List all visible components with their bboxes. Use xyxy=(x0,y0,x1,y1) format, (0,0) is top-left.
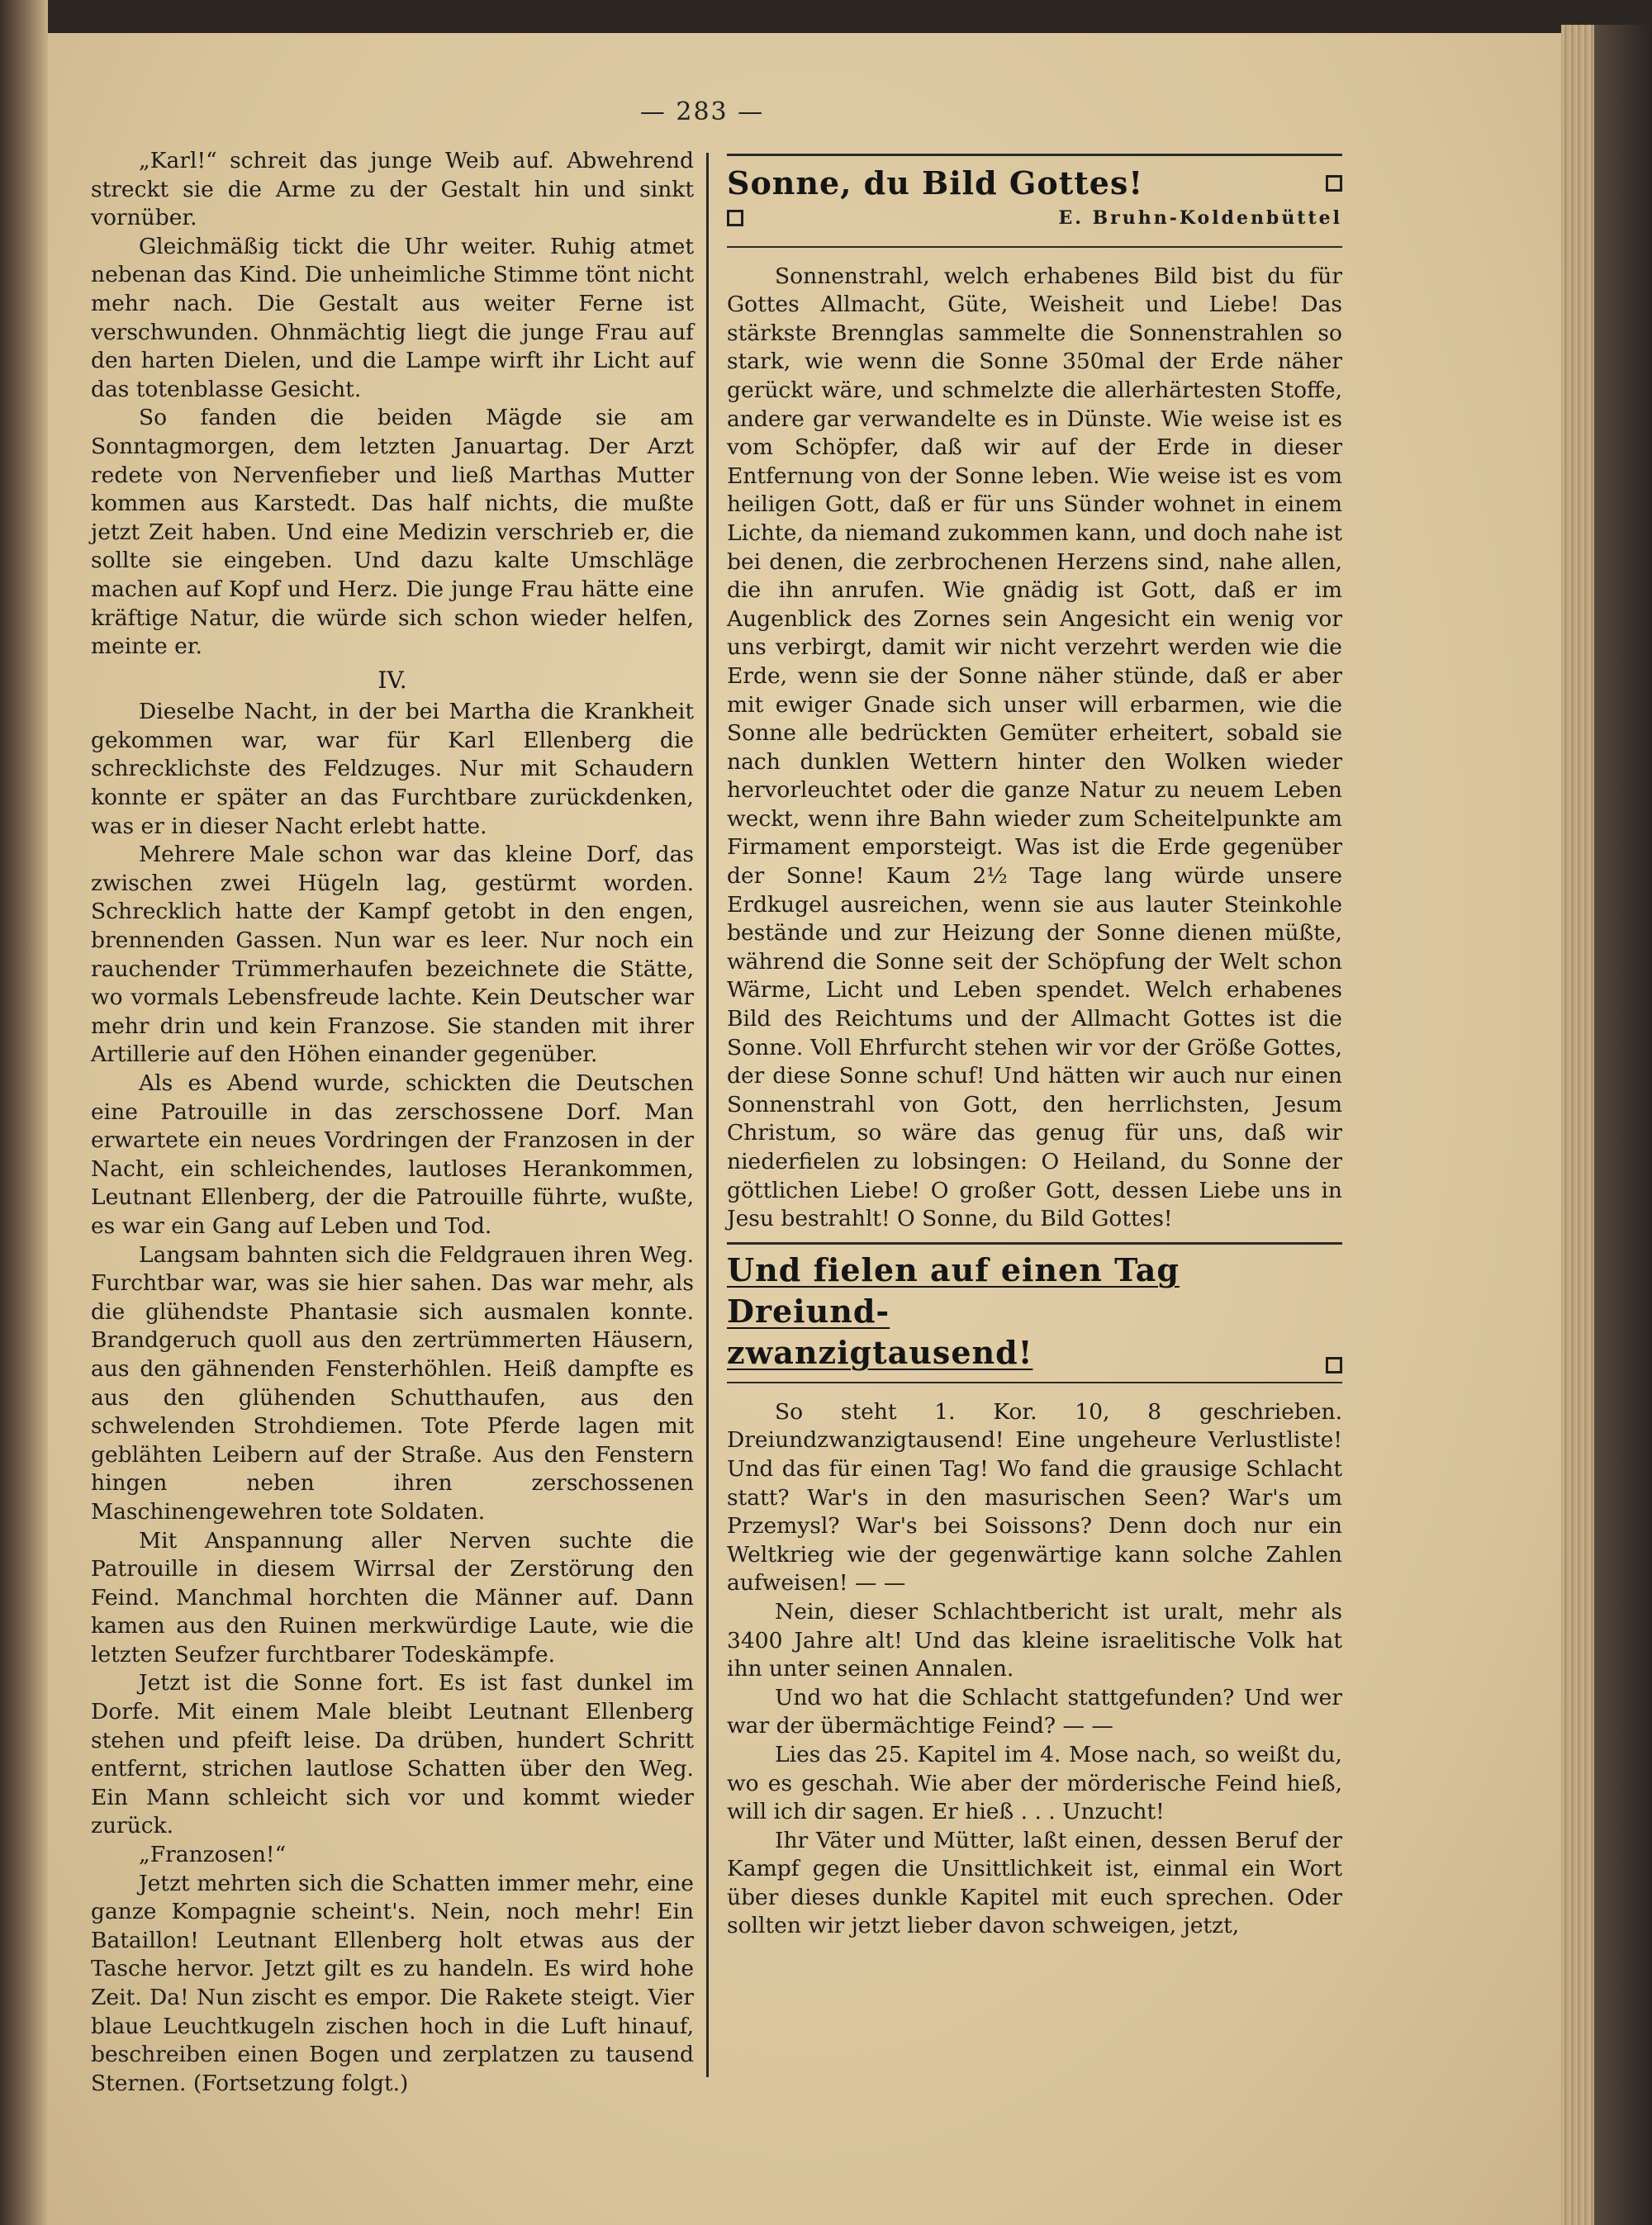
paragraph: Dieselbe Nacht, in der bei Martha die Krankheit gekommen war, war für Karl Ellenberg die schrecklichste des Feldzuges. Nur mit Schaudern konnte er später an das Furchtbare zurückdenken, was er in dieser Nacht erlebt hatte. xyxy=(91,699,694,839)
article2-title-line2: zwanzigtausend! xyxy=(727,1333,1033,1371)
author-row xyxy=(727,204,1342,233)
page-number: — 283 — xyxy=(639,97,765,126)
column-divider xyxy=(706,153,709,2077)
book-gutter xyxy=(0,0,48,2225)
article-title: Sonne, du Bild Gottes! xyxy=(727,164,1144,202)
paragraph: So fanden die beiden Mägde sie am Sonntagmorgen, dem letzten Januartag. Der Arzt redete von Nervenfieber und ließ Marthas Mutter kommen aus Karstedt. Das half nichts, die mußte jetzt Zeit haben. Und eine Medizin verschrieb er, die sollte sie eingeben. Und dazu kalte Umschläge machen auf Kopf und Herz. Die junge Frau hätte eine kräftige Natur, die würde sich schon wieder helfen, meinte er. xyxy=(91,405,694,660)
page-edges xyxy=(1561,25,1652,2225)
paragraph: Jetzt mehrten sich die Schatten immer mehr, eine ganze Kompagnie scheint's. Nein, noch mehr! Ein Bataillon! Leutnant Ellenberg holt etwas aus der Tasche hervor. Jetzt gilt es zu handeln. Es wird hohe Zeit. Da! Nun zischt es empor. Die Rakete steigt. Vier blaue Leuchtkugeln zischen hoch in die Luft hinauf, beschreiben einen Bogen und zerplatzen zu tausend Sternen. (Fortsetzung folgt.) xyxy=(91,1870,694,2096)
article-header xyxy=(727,163,1342,238)
paragraph: Nein, dieser Schlachtbericht ist uralt, mehr als 3400 Jahre alt! Und das kleine israelitische Volk hat ihn unter seinen Annalen. xyxy=(727,1598,1342,1682)
rule-top xyxy=(727,154,1342,156)
paragraph: Mit Anspannung aller Nerven suchte die Patrouille in diesem Wirrsal der Zerstörung den Feind. Manchmal horchten die Männer auf. Dann kamen aus den Ruinen merkwürdige Laute, wie die letzten Seufzer furchtbarer Todeskämpfe. xyxy=(91,1527,694,1668)
ornament-box-icon xyxy=(1326,1357,1342,1373)
title2-row xyxy=(727,1332,1342,1373)
paragraph: Mehrere Male schon war das kleine Dorf, das zwischen zwei Hügeln lag, gestürmt worden. Schrecklich hatte der Kampf getobt in den engen, brennenden Gassen. Nun war es leer. Nur noch ein rauchender Trümmerhaufen bezeichnete die Stätte, wo vormals Lebensfreude lachte. Kein Deutscher war mehr drin und kein Franzose. Sie standen mit ihrer Artillerie auf den Höhen einander gegenüber. xyxy=(91,842,694,1068)
paragraph: „Franzosen!“ xyxy=(139,1842,287,1868)
paragraph: Als es Abend wurde, schickten die Deutschen eine Patrouille in das zerschossene Dorf. Man erwartete ein neues Vordringen der Franzosen in der Nacht, ein schleichendes, lautloses Herankommen, Leutnant Ellenberg, der die Patrouille führte, wußte, es war ein Gang auf Leben und Tod. xyxy=(91,1070,694,1239)
article-text: Sonnenstrahl, welch erhabenes Bild bist du für Gottes Allmacht, Güte, Weisheit und Liebe! Das stärkste Brennglas sammelte die Sonnenstrahlen so stark, wie wenn die Sonne 350mal der Erde näher gerückt wäre, und schmelzte die allerhärtesten Stoffe, andere gar verwandelte es in Dünste. Wie weise ist es vom Schöpfer, daß wir auf der Erde in dieser Entfernung von der Sonne leben. Wie weise ist es vom heiligen Gott, daß er für uns Sünder wohnet in einem Lichte, da niemand zukommen kann, und doch nahe ist bei denen, die zerbrochenen Herzens sind, nahe allen, die ihn anrufen. Wie gnädig ist Gott, daß er im Augenblick des Zornes sein Angesicht ein wenig vor uns verbirgt, damit wir nicht verzehrt werden wie die Erde, wenn sie der Sonne näher stünde, daß er aber mit ewiger Gnade sich unser will erbarmen, wie die Sonne alle bedrückten Gemüter erheitert, sobald sie nach dunklen Wettern hinter den Wolken wieder hervorleuchtet oder die ganze Natur zu neuem Leben weckt, wenn ihre Bahn wieder zum Scheitelpunkte am Firmament emporsteigt. Was ist die Erde gegenüber der Sonne! Kaum 2½ Tage lang würde unsere Erdkugel ausreichen, wenn sie aus lauter Steinkohle bestände und zur Heizung der Sonne dienen müßte, während die Sonne seit der Schöpfung der Welt schon Wärme, Licht und Leben spendet. Welch erhabenes Bild des Reichtums und der Allmacht Gottes ist die Sonne. Voll Ehrfurcht stehen wir vor der Größe Gottes, der diese Sonne schuf! Und hätten wir auch nur einen Sonnenstrahl von Gott, den herrlichsten, Jesum Christum, so wäre das genug für uns, daß wir niederfielen zu lobsingen: O Heiland, du Sonne der göttlichen Liebe! O großer Gott, dessen Liebe uns in Jesu bestrahlt! O Sonne, du Bild Gottes! xyxy=(727,263,1342,1232)
binding-band xyxy=(1594,25,1652,2225)
left-column xyxy=(91,147,694,2098)
article2-title-line1: Und fielen auf einen Tag Dreiund- xyxy=(727,1250,1180,1330)
paragraph: Gleichmäßig tickt die Uhr weiter. Ruhig atmet nebenan das Kind. Die unheimliche Stimme tönt nicht mehr nach. Die Gestalt aus weiter Ferne ist verschwunden. Ohnmächtig liegt die junge Frau auf den harten Dielen, und die Lampe wirft ihr Licht auf das totenblasse Gesicht. xyxy=(91,233,694,402)
paragraph: So steht 1. Kor. 10, 8 geschrieben. Dreiundzwanzigtausend! Eine ungeheure Verlustliste! Und das für einen Tag! Wo fand die grausige Schlacht statt? War's in den masurischen Seen? War's um Przemysl? War's bei Soissons? Denn doch nur ein Weltkrieg wie der gegenwärtige kann solche Zahlen aufweisen! — — xyxy=(727,1398,1342,1596)
rule-mid xyxy=(727,1382,1342,1383)
paragraph: Ihr Väter und Mütter, laßt einen, dessen Beruf der Kampf gegen die Unsittlichkeit ist, einmal ein Wort über dieses dunkle Kapitel mit euch sprechen. Oder sollten wir jetzt lieber davon schweigen, jetzt, xyxy=(727,1827,1342,1939)
paragraph: „Karl!“ schreit das junge Weib auf. Abwehrend streckt sie die Arme zu der Gestalt hin und sinkt vornüber. xyxy=(91,148,694,231)
right-column xyxy=(727,154,1342,1941)
section-heading: IV. xyxy=(377,666,407,694)
rule-section xyxy=(727,1242,1342,1245)
article2-header xyxy=(727,1250,1342,1373)
paragraph: Und wo hat die Schlacht stattgefunden? Und wer war der übermächtige Feind? — — xyxy=(727,1684,1342,1739)
rule-mid xyxy=(727,246,1342,248)
paragraph: Lies das 25. Kapitel im 4. Mose nach, so weißt du, wo es geschah. Wie aber der mörderische Feind hieß, will ich dir sagen. Er hieß . . . Unzucht! xyxy=(727,1741,1342,1825)
title-row xyxy=(727,164,1342,202)
paragraph: Jetzt ist die Sonne fort. Es ist fast dunkel im Dorfe. Mit einem Male bleibt Leutnant Ellenberg stehen und pfeift leise. Da drüben, hundert Schritt entfernt, strichen lautlose Schatten über den Weg. Ein Mann schleicht sich vor und kommt wieder zurück. xyxy=(91,1670,694,1839)
ornament-box-icon xyxy=(727,210,743,226)
article-author: E. Bruhn-Koldenbüttel xyxy=(1058,207,1342,229)
paragraph: Langsam bahnten sich die Feldgrauen ihren Weg. Furchtbar war, was sie hier sahen. Das war mehr, als die glühendste Phantasie sich ausmalen konnte. Brandgeruch quoll aus den zertrümmerten Häusern, aus den gähnenden Fensterhöhlen. Heiß dampfte es aus den glühenden Schutthaufen, aus den schwelenden Strohdiemen. Tote Pferde lagen mit geblähten Leibern auf der Straße. Aus den Fenstern hingen neben ihren zerschossenen Maschinengewehren tote Soldaten. xyxy=(91,1241,694,1525)
ornament-box-icon xyxy=(1326,175,1342,192)
